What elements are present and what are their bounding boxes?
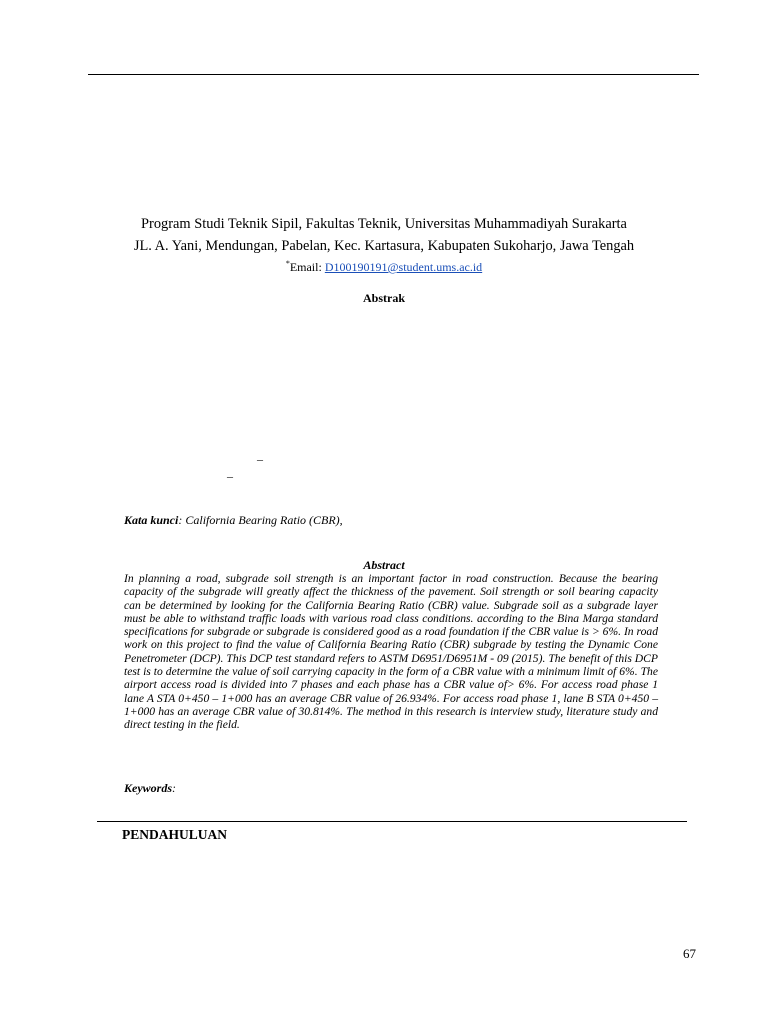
email-line [0,257,768,274]
abstract-body: In planning a road, subgrade soil strength is an important factor in road construction. Because the bearing capacity of the subgrade will greatly affect the thickness of the pavement. Soil strength or soil bearing capacity can be determined by looking for the California Bearing Ratio (CBR) value. Subgrade soil as a subgrade layer must be able to withstand traffic loads with various road class conditions. according to the Bina Marga standard specifications for subgrade or subgrade is considered good as a road foundation if the CBR value is > 6%. In road work on this project to find the value of California Bearing Ratio (CBR) subgrade by testing the Dynamic Cone Penetrometer (DCP). This DCP test standard refers to ASTM D6951/D6951M - 09 (2015). The benefit of this DCP test is to determine the value of soil carrying capacity in the form of a CBR value with a minimum limit of 6%. The airport access road is divided into 7 phases and each phase has a CBR value of> 6%. For access road phase 1 lane A STA 0+450 – 1+000 has an average CBR value of 26.934%. For access road phase 1, lane B STA 0+450 – 1+000 has an average CBR value of 30.814%. The method in this research is interview study, literature study and direct testing in the field. [124,572,658,732]
email-link[interactable]: D100190191@student.ums.ac.id [324,260,483,274]
kata-kunci-label: Kata kunci [124,513,179,527]
abstract-title: Abstract [363,558,405,572]
keywords-value: : [172,781,176,795]
address: JL. A. Yani, Mendungan, Pabelan, Kec. Kartasura, Kabupaten Sukoharjo, Jawa Tengah [133,238,635,254]
header-divider [88,74,699,75]
section-heading: PENDAHULUAN [122,827,228,842]
email-marker: * [285,259,290,268]
kata-kunci-value: : California Bearing Ratio (CBR), [178,513,343,527]
kata-kunci-line [124,513,343,527]
affiliation: Program Studi Teknik Sipil, Fakultas Teknik, Universitas Muhammadiyah Surakarta [141,216,627,232]
dash-mark: – [257,452,263,466]
keywords-line [124,781,176,796]
dash-mark: – [227,469,233,483]
section-divider [97,821,687,822]
email-label: Email: [289,260,325,274]
keywords-label: Keywords [124,781,172,795]
page-number: 67 [683,946,696,961]
abstrak-title: Abstrak [362,291,405,305]
